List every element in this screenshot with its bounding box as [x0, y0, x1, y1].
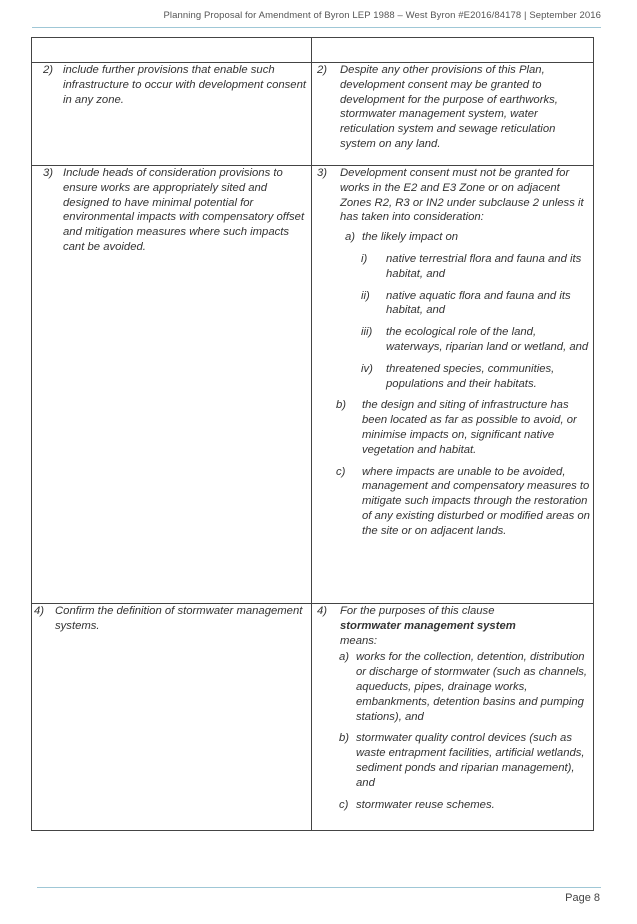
sub-item-number: b) [339, 732, 350, 745]
roman-item [312, 362, 593, 392]
list-item [32, 604, 311, 634]
table-row [32, 166, 594, 604]
sub-item [312, 465, 593, 539]
roman-item-number: i) [361, 252, 368, 265]
table-cell-right [312, 166, 594, 604]
page-header: Planning Proposal for Amendment of Byron LEP 1988 – West Byron #E2016/84178 | September 2016 [163, 10, 601, 21]
sub-item-text: where impacts are unable to be avoided, management and compensatory measures to mitigate such impacts through the restoration of any existing disturbed or modified areas on the site or on adjacent lands. [362, 465, 590, 537]
roman-item-text: native aquatic flora and fauna and its habitat, and [386, 289, 571, 317]
definition-means: means: [340, 634, 378, 647]
roman-item [312, 252, 593, 282]
list-item [312, 63, 593, 152]
item-text [340, 604, 593, 648]
sub-item-text: works for the collection, detention, distribution or discharge of stormwater (such as channels, aqueducts, pipes, drainage works, embankments, detention basins and pumping stations), and [356, 651, 588, 723]
item-text: Despite any other provisions of this Plan, development consent may be granted to development for the purpose of earthworks, stormwater management system, water reticulation system and sewage reticulation system on any land. [340, 64, 558, 150]
sub-item [312, 398, 593, 457]
header-rule [32, 27, 601, 28]
sub-item-text: stormwater reuse schemes. [356, 798, 495, 811]
list-item [312, 604, 593, 648]
roman-item-number: iv) [361, 362, 373, 375]
roman-item-text: threatened species, communities, populations and their habitats. [386, 362, 555, 390]
table-cell-right [312, 38, 594, 63]
table-row [32, 63, 594, 166]
table-cell-left [32, 604, 312, 831]
sub-item [312, 230, 593, 245]
table-cell-left [32, 38, 312, 63]
roman-item [312, 325, 593, 355]
sub-item-number: c) [339, 798, 349, 811]
table-row [32, 604, 594, 831]
table-cell-right [312, 604, 594, 831]
list-item [32, 166, 311, 255]
sub-item [312, 798, 593, 813]
roman-item [312, 289, 593, 319]
item-text: include further provisions that enable such infrastructure to occur with development consent in any zone. [63, 64, 307, 106]
sub-item-number: b) [336, 399, 347, 412]
roman-item-number: iii) [361, 326, 373, 339]
sub-item-number: a) [339, 651, 350, 664]
sub-item [312, 650, 593, 724]
footer-rule [37, 887, 601, 888]
item-number: 3) [317, 167, 328, 179]
provisions-table [31, 37, 594, 831]
item-text: Include heads of consideration provisions to ensure works are appropriately sited and designed to have minimal potential for environmental impacts with compensatory offset and mitigation measures where such impacts cant be avoided. [63, 167, 305, 253]
definition-intro: For the purposes of this clause [340, 605, 495, 617]
item-number: 3) [43, 167, 54, 179]
defined-term: stormwater management system [340, 619, 516, 632]
page-number: Page 8 [565, 892, 600, 904]
roman-item-number: ii) [361, 289, 370, 302]
sub-item [312, 731, 593, 790]
table-row [32, 38, 594, 63]
sub-item-text: the likely impact on [362, 231, 459, 244]
roman-item-text: native terrestrial flora and fauna and its habitat, and [386, 252, 582, 280]
table-cell-right [312, 63, 594, 166]
item-number: 4) [34, 605, 45, 617]
sub-item-number: a) [345, 231, 356, 244]
list-item [32, 63, 311, 107]
sub-item-text: stormwater quality control devices (such as waste entrapment facilities, artificial wetlands, sediment ponds and riparian management), and [356, 732, 585, 789]
item-number: 4) [317, 605, 328, 617]
sub-item-number: c) [336, 465, 346, 478]
table-cell-left [32, 63, 312, 166]
list-item [312, 166, 593, 225]
item-number: 2) [43, 64, 54, 76]
roman-item-text: the ecological role of the land, waterways, riparian land or wetland, and [386, 326, 589, 353]
table-cell-left [32, 166, 312, 604]
sub-item-text: the design and siting of infrastructure has been located as far as possible to avoid, or minimise impacts on, significant native vegetation and habitat. [362, 399, 577, 456]
item-text: Development consent must not be granted for works in the E2 and E3 Zone or on adjacent Zones R2, R3 or IN2 under subclause 2 unless it has taken into consideration: [340, 167, 584, 224]
item-number: 2) [317, 64, 328, 76]
item-text: Confirm the definition of stormwater management systems. [55, 605, 303, 632]
